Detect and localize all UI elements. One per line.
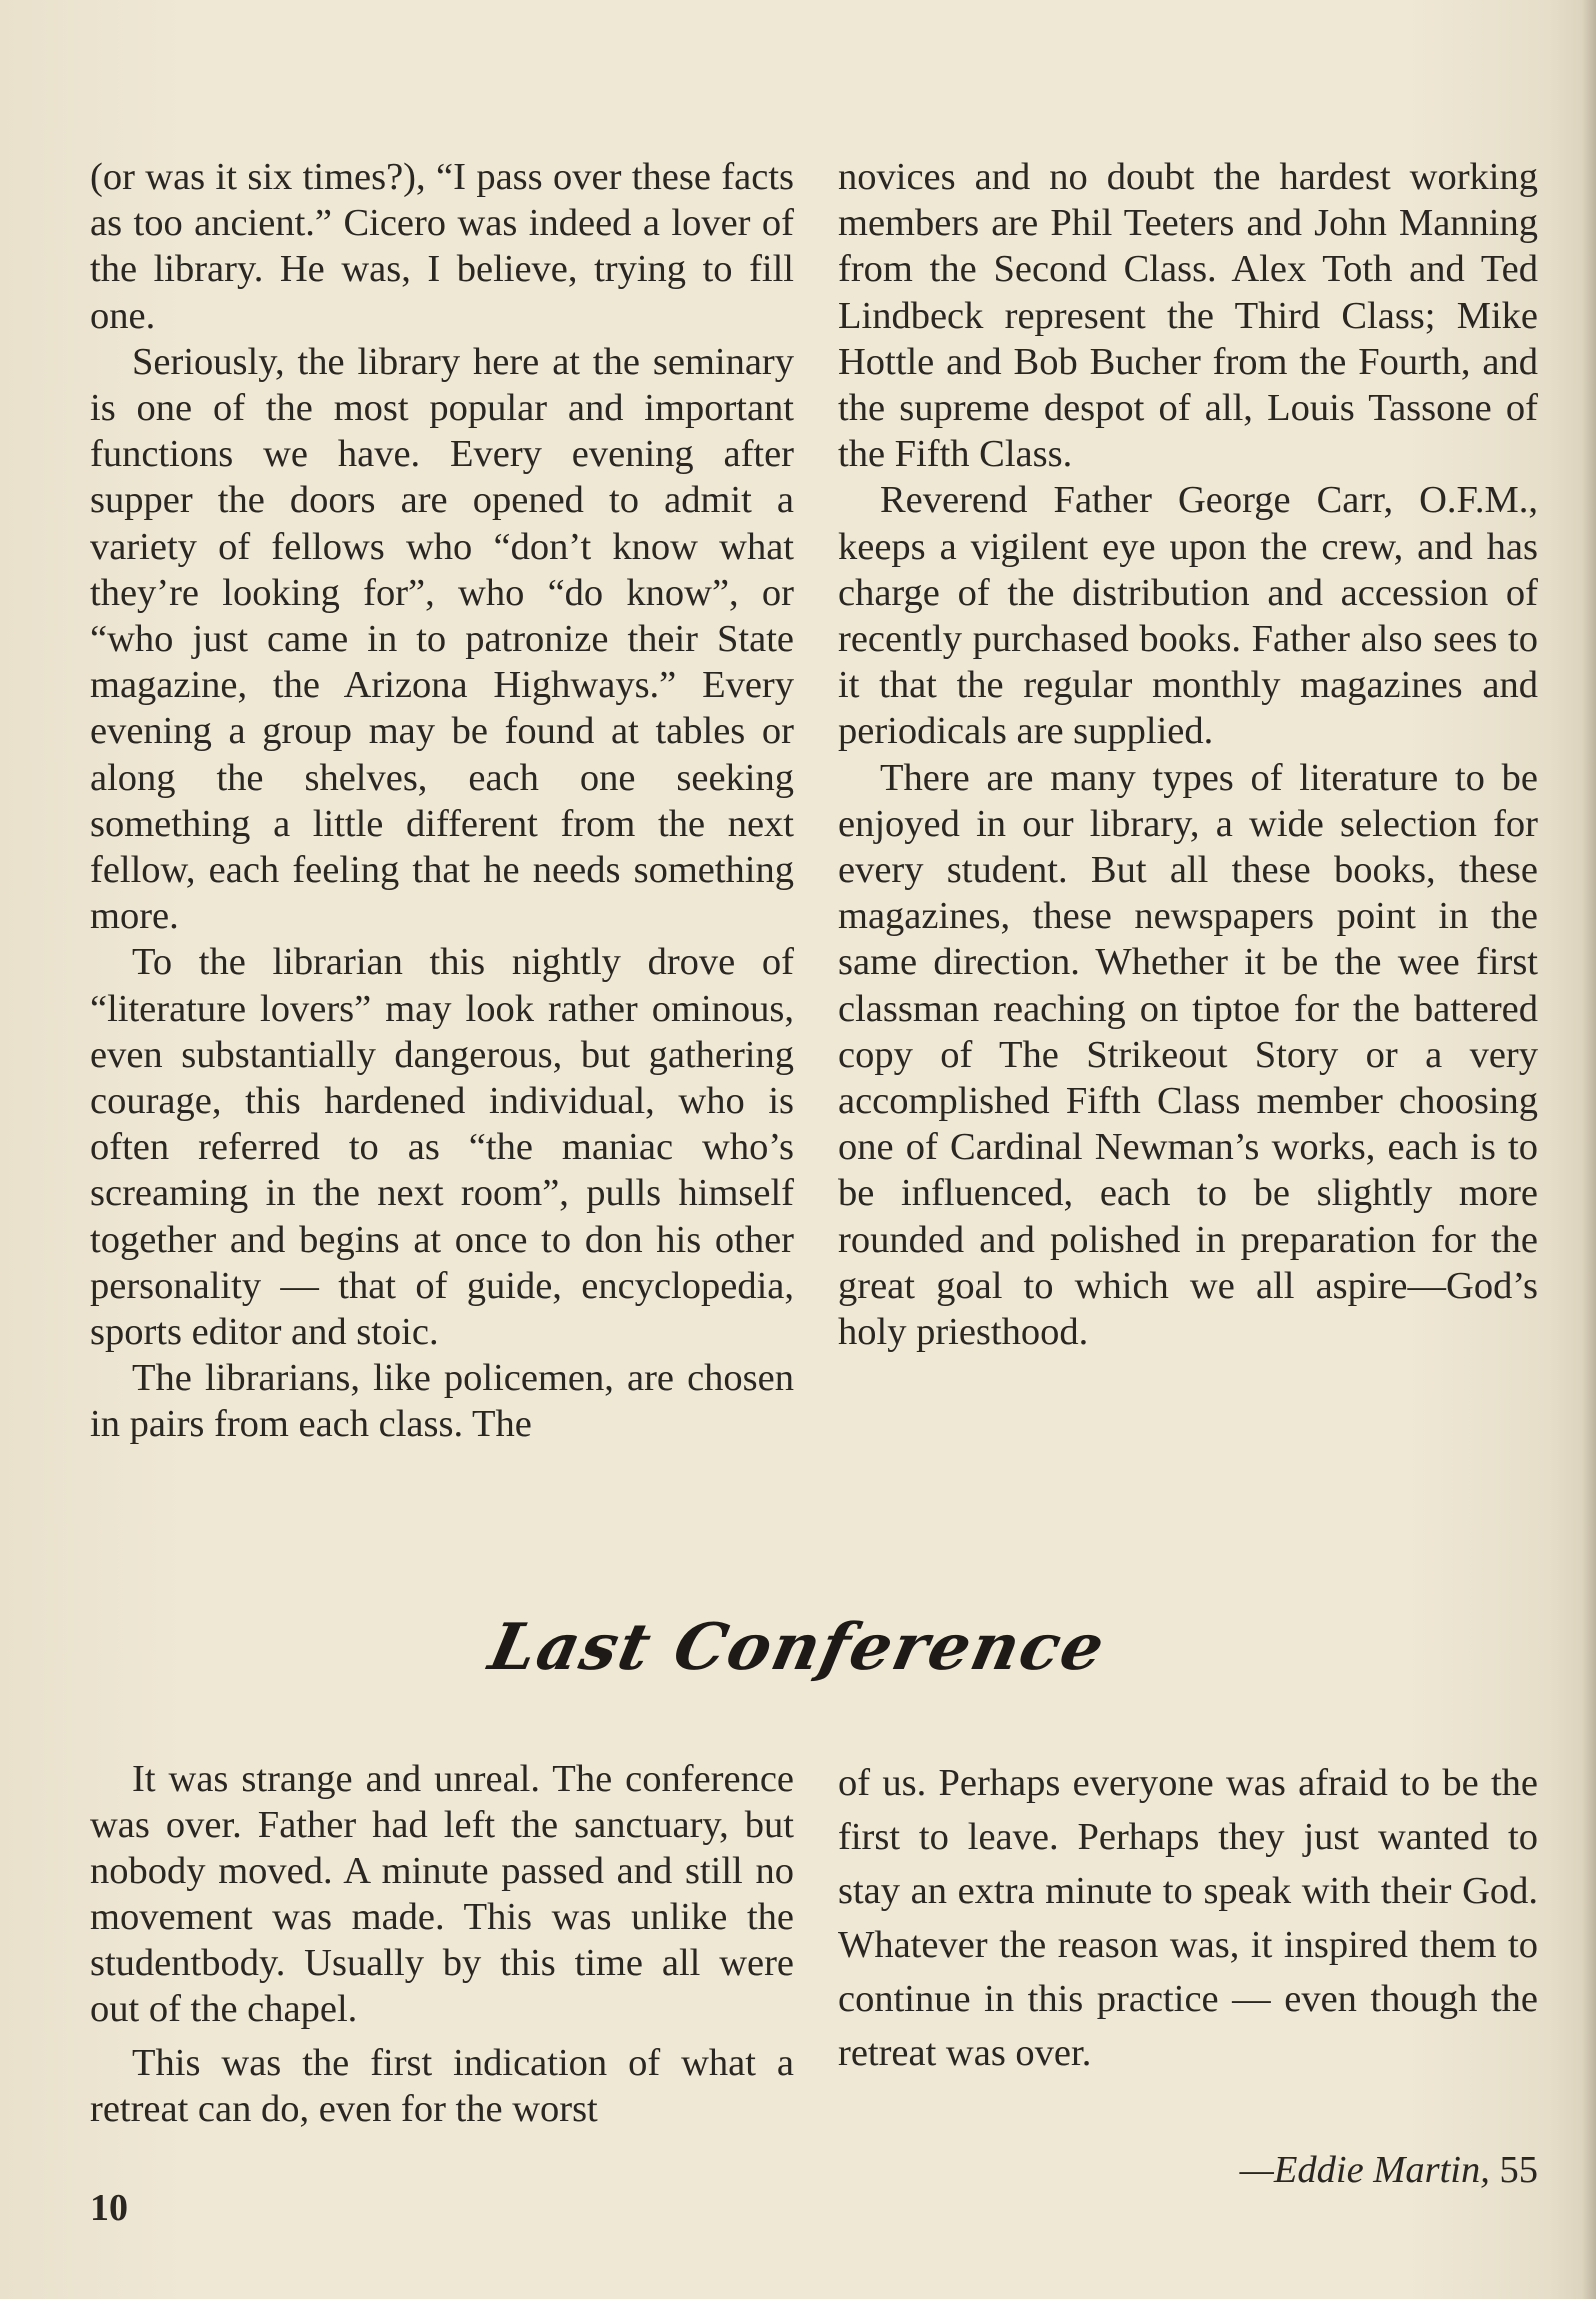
paragraph: Reverend Father George Carr, O.F.M., keeps a vigilent eye upon the crew, and has charge of the distribution and accession of recently purchased books. Father also sees to it that the regular monthly magazines and periodicals are supplied. — [838, 479, 1538, 753]
page-number: 10 — [90, 2187, 128, 2229]
paragraph: It was strange and unreal. The conference was over. Father had left the sanctuary, but nobody moved. A minute passed and still no movement was made. This was unlike the studentbody. Usually by this time all were out of the chapel. — [90, 1758, 794, 2030]
paragraph: To the librarian this nightly drove of “literature lovers” may look rather ominous, even substantially dangerous, but gathering courage, this hardened individual, who is often referred to as “the maniac who’s screaming in the next room”, pulls himself together and begins at once to don his other personality — that of guide, encyclopedia, sports editor and stoic. — [90, 941, 794, 1354]
article-heading: Last Conference — [483, 1610, 1113, 1685]
paragraph: The librarians, like policemen, are chosen in pairs from each class. The — [90, 1357, 794, 1446]
library-article-right-column — [838, 154, 1538, 1355]
author-signature — [1240, 2148, 1538, 2192]
paragraph: Seriously, the library here at the seminary is one of the most popular and important functions we have. Every evening after supper the doors are opened to admit a variety of fellows who “don’t know what they’re looking for”, who “do know”, or “who just came in to patronize their State magazine, the Arizona Highways.” Every evening a group may be found at tables or along the shelves, each one seeking something a little different from the next fellow, each feeling that he needs something more. — [90, 340, 794, 938]
paragraph: novices and no doubt the hardest working members are Phil Teeters and John Manning from the Second Class. Alex Toth and Ted Lindbeck represent the Third Class; Mike Hottle and Bob Bucher from the Fourth, and the supreme despot of all, Louis Tassone of the Fifth Class. — [838, 156, 1538, 476]
conference-article-left-column — [90, 1756, 794, 2132]
library-article-left-column — [90, 154, 794, 1448]
paragraph: There are many types of literature to be enjoyed in our library, a wide selection for every student. But all these books, these magazines, these newspapers point in the same direction. Whether it be the wee first classman reaching on tiptoe for the battered copy of The Strikeout Story or a very accomplished Fifth Class member choosing one of Cardinal Newman’s works, each is to be influenced, each to be slightly more rounded and polished in preparation for the great goal to which we all aspire—God’s holy priesthood. — [838, 756, 1538, 1354]
heading-container — [0, 1610, 1596, 1685]
conference-article-right-column — [838, 1756, 1538, 2080]
paragraph: This was the first indication of what a retreat can do, even for the worst — [90, 2042, 794, 2130]
paragraph: of us. Perhaps everyone was afraid to be the first to leave. Perhaps they just wanted to stay an extra minute to speak with their God. Whatever the reason was, it inspired them to continue in this practice — even though the retreat was over. — [838, 1762, 1538, 2074]
author-year: 55 — [1499, 2149, 1538, 2191]
author-name: —Eddie Martin, — [1239, 2149, 1490, 2191]
paragraph: (or was it six times?), “I pass over these facts as too ancient.” Cicero was indeed a lover of the library. He was, I believe, trying to fill one. — [90, 156, 794, 337]
page-edge-shadow — [1582, 0, 1596, 2299]
